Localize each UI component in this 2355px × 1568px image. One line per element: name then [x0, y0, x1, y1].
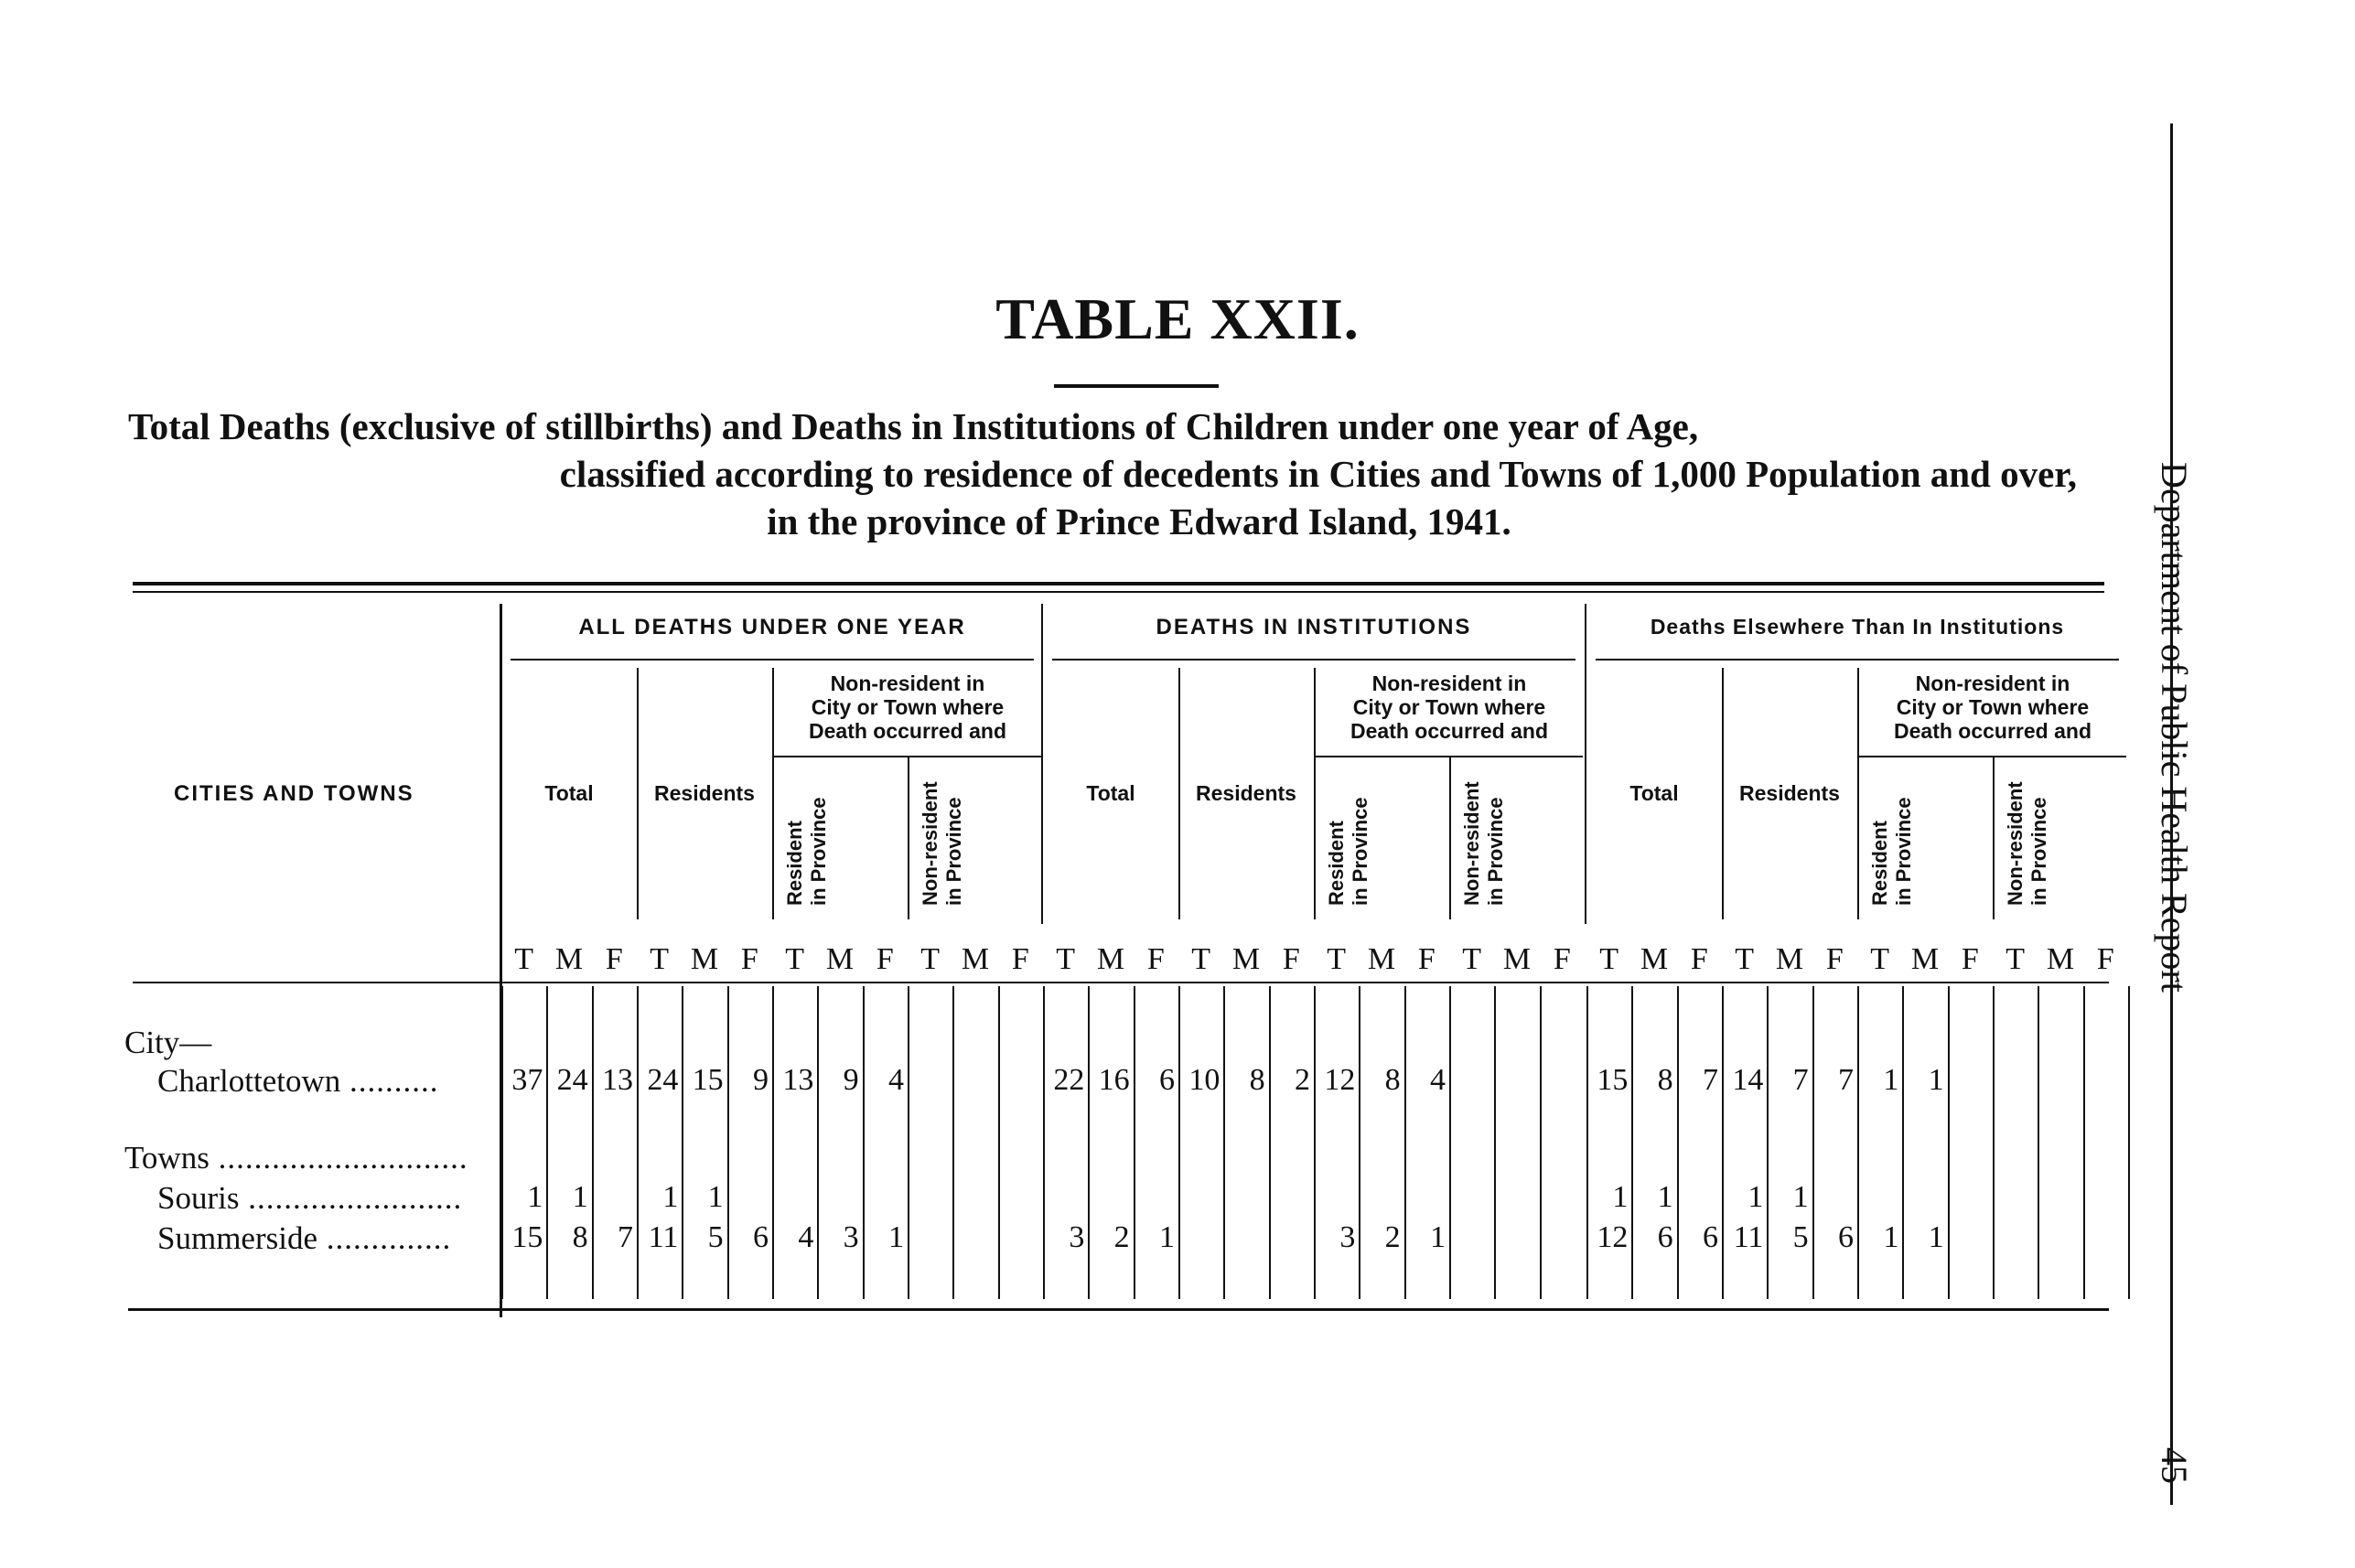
data-cell: 1 — [1883, 1220, 1899, 1254]
leader-dots: .......... — [340, 1063, 439, 1099]
nonresident-sub-divider — [1993, 757, 1995, 919]
data-cell: 3 — [1339, 1220, 1356, 1254]
data-cell: 1 — [1928, 1063, 1944, 1097]
data-cell: 11 — [648, 1220, 679, 1254]
row-name: Souris — [157, 1180, 240, 1216]
vertical-line: in Province — [942, 797, 966, 906]
data-cell: 1 — [662, 1180, 679, 1214]
data-cell: 7 — [1837, 1063, 1854, 1097]
tmf-label: F — [1825, 942, 1844, 976]
data-cell: 24 — [556, 1063, 588, 1097]
leader-dots: ............................ — [209, 1140, 468, 1176]
data-cell: 5 — [1792, 1220, 1809, 1254]
tmf-label: F — [1961, 942, 1979, 976]
tmf-label: M — [690, 942, 719, 976]
tmf-label: M — [825, 942, 855, 976]
residents-label: Residents — [1196, 781, 1296, 805]
total-label: Total — [1629, 781, 1679, 805]
table-title: TABLE XXII. — [995, 286, 1360, 351]
body-column-line — [908, 986, 909, 1299]
vertical-label-text — [2004, 781, 2051, 906]
body-column-line — [1540, 986, 1542, 1299]
data-cell: 7 — [1792, 1063, 1809, 1097]
tmf-label: F — [1011, 942, 1029, 976]
nonresident-line: City or Town where — [811, 695, 1005, 719]
nonresident-line: Death occurred and — [1894, 719, 2092, 743]
data-cell: 15 — [692, 1063, 724, 1097]
body-column-line — [1269, 986, 1271, 1299]
data-cell: 13 — [782, 1063, 814, 1097]
tmf-label: T — [1056, 942, 1076, 976]
row-name: Summerside — [157, 1220, 317, 1256]
body-column-line — [1449, 986, 1451, 1299]
data-cell: 12 — [1324, 1063, 1356, 1097]
data-cell: 1 — [707, 1180, 724, 1214]
vertical-label-text — [1460, 781, 1508, 906]
data-cell: 9 — [843, 1063, 859, 1097]
vertical-line: Non-resident — [2004, 781, 2027, 906]
vertical-line: in Province — [1484, 797, 1508, 906]
vertical-line: Resident — [1325, 821, 1349, 906]
tmf-rule — [133, 982, 2109, 983]
subtitle-line-3: in the province of Prince Edward Island, 1941. — [767, 500, 1511, 542]
data-cell: 1 — [1883, 1063, 1899, 1097]
nonresident-label — [1857, 671, 2128, 743]
data-cell: 1 — [527, 1180, 543, 1214]
data-cell: 4 — [887, 1063, 904, 1097]
tmf-label: M — [1910, 942, 1940, 976]
title-rule — [1054, 384, 1219, 388]
vertical-label-text — [1868, 797, 1916, 906]
group-title: ALL DEATHS UNDER ONE YEAR — [578, 615, 966, 639]
residents-label: Residents — [654, 781, 755, 805]
running-header-text: Department of Public Health Report — [2154, 462, 2195, 993]
nonresident-sub-divider — [908, 757, 909, 919]
data-cell: 10 — [1188, 1063, 1221, 1097]
data-cell: 2 — [1113, 1220, 1130, 1254]
tmf-label: F — [1282, 942, 1300, 976]
nonresident-rule — [1316, 756, 1583, 757]
tmf-label: F — [1553, 942, 1571, 976]
tmf-label: T — [514, 942, 534, 976]
data-cell: 8 — [1384, 1063, 1401, 1097]
body-column-line — [1494, 986, 1496, 1299]
table-top-rule — [133, 582, 2104, 585]
section-label-city: City— — [124, 1025, 212, 1060]
tmf-label: T — [920, 942, 941, 976]
tmf-label: T — [650, 942, 670, 976]
data-cell: 9 — [752, 1063, 769, 1097]
group-title-rule — [1596, 659, 2119, 660]
table-top-rule-thin — [133, 591, 2104, 593]
data-cell: 6 — [1158, 1063, 1175, 1097]
body-column-line — [998, 986, 1000, 1299]
data-cell: 6 — [1702, 1220, 1718, 1254]
tmf-label: F — [2096, 942, 2114, 976]
data-cell: 6 — [1657, 1220, 1673, 1254]
row-name: Charlottetown — [157, 1063, 341, 1099]
data-cell: 16 — [1098, 1063, 1130, 1097]
vertical-label-text — [783, 797, 831, 906]
data-cell: 1 — [1928, 1220, 1944, 1254]
data-cell: 5 — [707, 1220, 724, 1254]
section-name: Towns — [124, 1140, 210, 1176]
tmf-label: T — [1870, 942, 1890, 976]
table-bottom-rule — [128, 1308, 2109, 1311]
data-cell: 2 — [1294, 1063, 1310, 1097]
data-cell: 1 — [1657, 1180, 1673, 1214]
data-cell: 2 — [1384, 1220, 1401, 1254]
data-cell: 1 — [1612, 1180, 1629, 1214]
data-cell: 8 — [572, 1220, 588, 1254]
tmf-label: M — [1775, 942, 1804, 976]
tmf-label: F — [1417, 942, 1436, 976]
tmf-label: F — [876, 942, 894, 976]
data-cell: 13 — [601, 1063, 633, 1097]
residents-label: Residents — [1739, 781, 1840, 805]
tmf-label: T — [1599, 942, 1619, 976]
tmf-label: M — [1640, 942, 1669, 976]
data-cell: 1 — [1747, 1180, 1764, 1214]
nonresident-line: Non-resident in — [830, 671, 985, 695]
nonresident-sub-divider — [1449, 757, 1451, 919]
data-cell: 3 — [843, 1220, 859, 1254]
total-label: Total — [544, 781, 594, 805]
group-divider — [1585, 604, 1586, 924]
tmf-label: T — [1191, 942, 1211, 976]
data-cell: 14 — [1732, 1063, 1764, 1097]
tmf-label: F — [1146, 942, 1165, 976]
tmf-label: M — [2046, 942, 2075, 976]
body-column-line — [952, 986, 954, 1299]
subtitle-line-2: classified according to residence of decedents in Cities and Towns of 1,000 Population and over, — [559, 453, 2077, 495]
vertical-label-text — [1325, 797, 1372, 906]
tmf-label: M — [961, 942, 990, 976]
data-cell: 4 — [798, 1220, 814, 1254]
data-cell: 15 — [511, 1220, 543, 1254]
body-column-line — [1178, 986, 1180, 1299]
body-column-line — [2083, 986, 2085, 1299]
table-subtitle — [128, 403, 2077, 545]
subtitle-line-1: Total Deaths (exclusive of stillbirths) and Deaths in Institutions of Children under one year of Age, — [128, 405, 1699, 447]
data-cell: 6 — [1837, 1220, 1854, 1254]
data-cell: 37 — [511, 1063, 543, 1097]
data-cell: 12 — [1597, 1220, 1629, 1254]
data-cell: 1 — [572, 1180, 588, 1214]
nonresident-rule — [774, 756, 1041, 757]
data-cell: 15 — [1597, 1063, 1629, 1097]
nonresident-line: Death occurred and — [1350, 719, 1548, 743]
data-cell: 8 — [1657, 1063, 1673, 1097]
group-divider — [1041, 604, 1043, 924]
vertical-line: Resident — [783, 821, 807, 906]
nonresident-line: Non-resident in — [1915, 671, 2070, 695]
row-label-charlottetown — [157, 1063, 439, 1100]
nonresident-label — [1314, 671, 1585, 743]
tmf-label: M — [1231, 942, 1261, 976]
tmf-label: F — [605, 942, 623, 976]
vertical-line: in Province — [1892, 797, 1916, 906]
nonresident-rule — [1859, 756, 2126, 757]
data-cell: 1 — [1792, 1180, 1809, 1214]
data-cell: 1 — [1429, 1220, 1446, 1254]
tmf-label: M — [1367, 942, 1396, 976]
row-label-souris — [157, 1180, 462, 1217]
vertical-line: in Province — [1349, 797, 1372, 906]
data-cell: 7 — [617, 1220, 633, 1254]
body-column-line — [1948, 986, 1950, 1299]
data-cell: 1 — [887, 1220, 904, 1254]
row-label-summerside — [157, 1220, 451, 1257]
data-cell: 22 — [1053, 1063, 1085, 1097]
nonresident-line: Death occurred and — [809, 719, 1006, 743]
leader-dots: ........................ — [239, 1180, 463, 1216]
tmf-label: M — [554, 942, 584, 976]
tmf-label: T — [1735, 942, 1755, 976]
body-column-line — [1993, 986, 1995, 1299]
total-label: Total — [1086, 781, 1135, 805]
body-column-line — [2128, 986, 2130, 1299]
tmf-label: T — [785, 942, 805, 976]
vertical-line: Non-resident — [919, 781, 942, 906]
data-cell: 24 — [647, 1063, 679, 1097]
section-label-towns — [124, 1140, 468, 1176]
tmf-label: T — [1462, 942, 1482, 976]
data-cell: 11 — [1733, 1220, 1764, 1254]
data-cell: 7 — [1702, 1063, 1718, 1097]
vertical-line: in Province — [807, 797, 831, 906]
data-cell: 8 — [1249, 1063, 1265, 1097]
vertical-label-text — [919, 781, 966, 906]
nonresident-label — [772, 671, 1043, 743]
data-cell: 3 — [1069, 1220, 1085, 1254]
tmf-label: M — [1502, 942, 1532, 976]
tmf-label: T — [1327, 942, 1347, 976]
data-cell: 6 — [752, 1220, 769, 1254]
vertical-line: Non-resident — [1460, 781, 1484, 906]
nonresident-line: City or Town where — [1896, 695, 2090, 719]
nonresident-line: City or Town where — [1352, 695, 1546, 719]
tmf-label: F — [1690, 942, 1708, 976]
tmf-label: M — [1096, 942, 1125, 976]
group-title-rule — [511, 659, 1034, 660]
category-header: CITIES AND TOWNS — [174, 781, 414, 806]
group-title: Deaths Elsewhere Than In Institutions — [1650, 615, 2065, 639]
group-title: DEATHS IN INSTITUTIONS — [1156, 615, 1472, 639]
vertical-line: in Province — [2027, 797, 2051, 906]
vertical-line: Resident — [1868, 821, 1892, 906]
leader-dots: .............. — [317, 1220, 452, 1256]
data-cell: 1 — [1158, 1220, 1175, 1254]
body-column-line — [2038, 986, 2039, 1299]
tmf-label: F — [740, 942, 758, 976]
data-cell: 4 — [1429, 1063, 1446, 1097]
body-column-line — [1223, 986, 1225, 1299]
group-title-rule — [1052, 659, 1575, 660]
tmf-label: T — [2006, 942, 2026, 976]
nonresident-line: Non-resident in — [1371, 671, 1527, 695]
page-number-text: 45 — [2154, 1447, 2195, 1484]
